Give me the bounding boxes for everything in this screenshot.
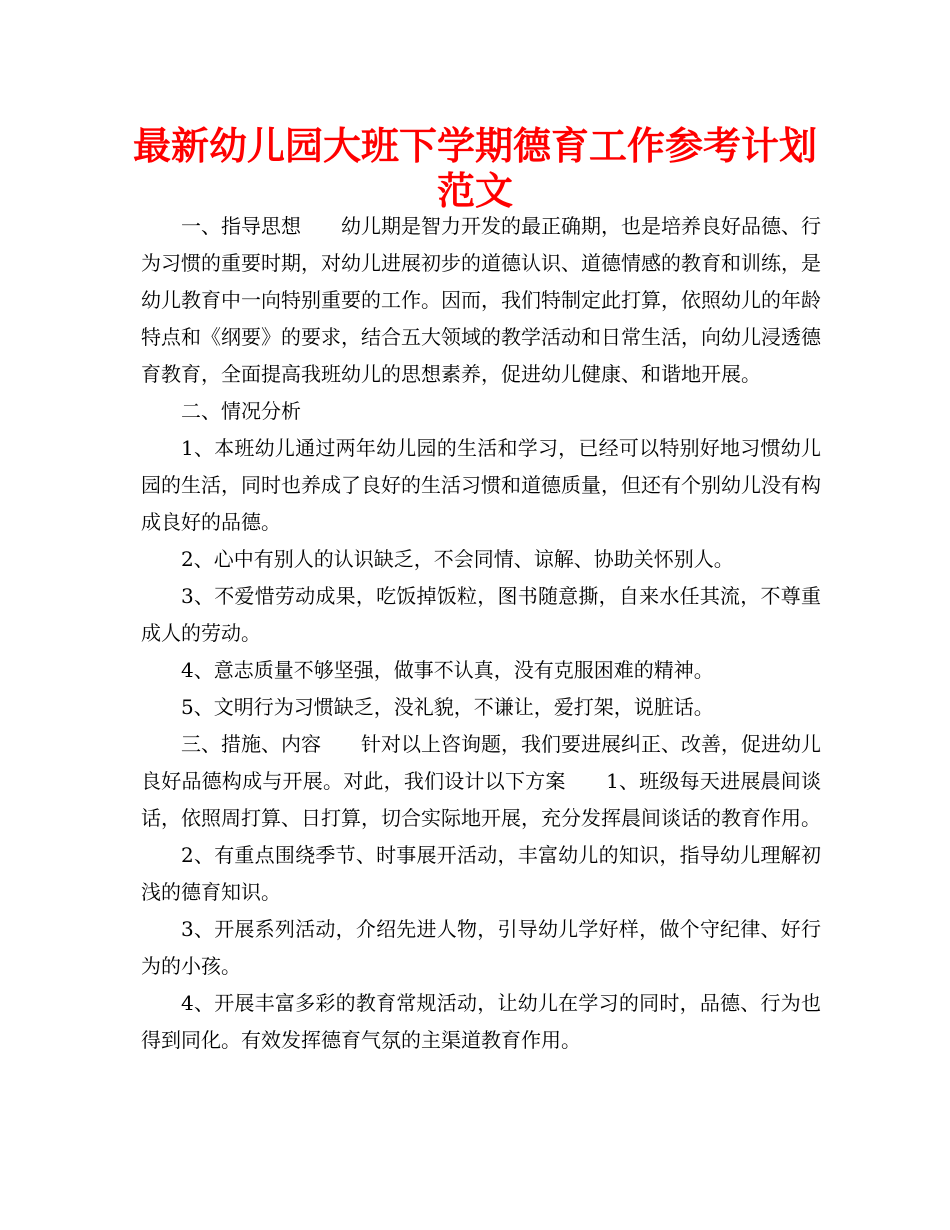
paragraph-measures: 三、措施、内容 针对以上咨询题，我们要进展纠正、改善，促进幼儿良好品德构成与开展。对此，我们设计以下方案 1、班级每天进展晨间谈话，依照周打算、日打算，切合实际地开展，充分发挥晨间谈话的教育作用。 — [141, 732, 821, 830]
paragraph-measure-2: 2、有重点围绕季节、时事展开活动，丰富幼儿的知识，指导幼儿理解初浅的德育知识。 — [141, 843, 821, 904]
paragraph-guiding-ideology: 一、指导思想 幼儿期是智力开发的最正确期，也是培养良好品德、行为习惯的重要时期，对幼儿进展初步的道德认识、道德情感的教育和训练，是幼儿教育中一向特别重要的工作。因而，我们特制定此打算，依照幼儿的年龄特点和《纲要》的要求，结合五大领域的教学活动和日常生活，向幼儿浸透德育教育，全面提高我班幼儿的思想素养，促进幼儿健康、和谐地开展。 — [141, 214, 821, 386]
document-title-line-1: 最新幼儿园大班下学期德育工作参考计划 — [132, 124, 817, 168]
paragraph-measure-4: 4、开展丰富多彩的教育常规活动，让幼儿在学习的同时，品德、行为也得到同化。有效发挥德育气氛的主渠道教育作用。 — [141, 991, 821, 1052]
paragraph-situation-3: 3、不爱惜劳动成果，吃饭掉饭粒，图书随意撕，自来水任其流，不尊重成人的劳动。 — [141, 584, 821, 645]
paragraph-situation-heading: 二、情况分析 — [181, 399, 301, 423]
paragraph-measure-3: 3、开展系列活动，介绍先进人物，引导幼儿学好样，做个守纪律、好行为的小孩。 — [141, 917, 821, 978]
paragraph-situation-2: 2、心中有别人的认识缺乏，不会同情、谅解、协助关怀别人。 — [181, 547, 734, 571]
paragraph-situation-5: 5、文明行为习惯缺乏，没礼貌，不谦让，爱打架，说脏话。 — [181, 695, 714, 719]
document-title-line-2: 范文 — [436, 169, 513, 213]
paragraph-situation-1: 1、本班幼儿通过两年幼儿园的生活和学习，已经可以特别好地习惯幼儿园的生活，同时也养成了良好的生活习惯和道德质量，但还有个别幼儿没有构成良好的品德。 — [141, 436, 821, 534]
document-body — [141, 208, 821, 1059]
paragraph-situation-4: 4、意志质量不够坚强，做事不认真，没有克服困难的精神。 — [181, 658, 714, 682]
